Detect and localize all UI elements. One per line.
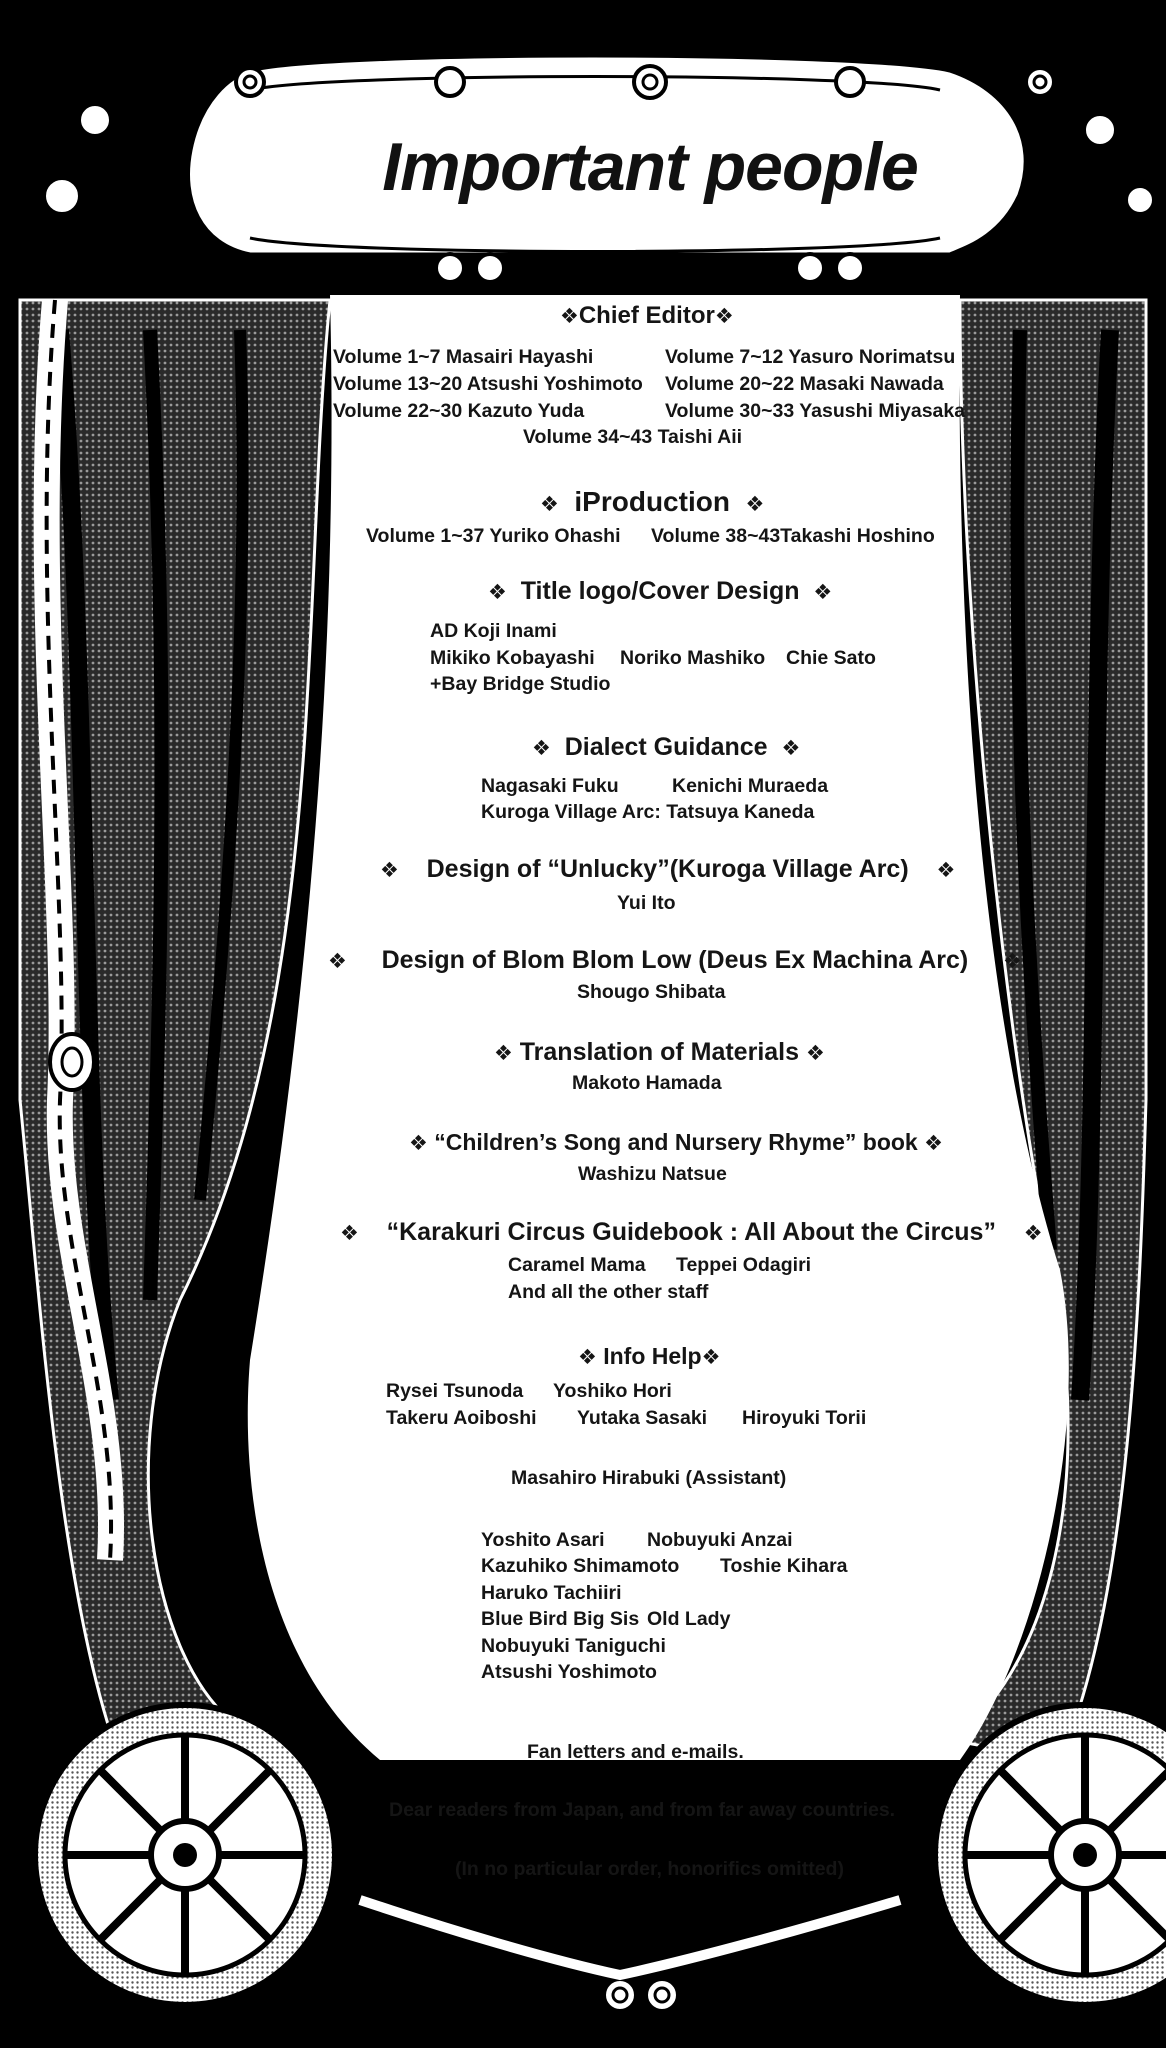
translation-heading: ❖ Translation of Materials ❖ [494, 1038, 825, 1066]
credit-line: Shougo Shibata [577, 981, 726, 1003]
credit-line: Yutaka Sasaki [577, 1407, 708, 1429]
credit-line: Volume 30~33 Yasushi Miyasaka [665, 400, 966, 422]
credit-line: Yoshiko Hori [553, 1380, 672, 1402]
credit-line: Hiroyuki Torii [742, 1407, 867, 1429]
closing-line: (In no particular order, honorifics omitted) [455, 1858, 844, 1880]
blom-heading: ❖ Design of Blom Blom Low (Deus Ex Machina Arc) ❖ [328, 946, 1022, 974]
right-wheel [935, 1705, 1166, 2005]
credit-line: Volume 7~12 Yasuro Norimatsu [665, 346, 956, 368]
credit-line: Noriko Mashiko [620, 647, 766, 669]
credit-line: And all the other staff [508, 1281, 709, 1303]
credit-line: Chie Sato [786, 647, 876, 669]
credit-line: +Bay Bridge Studio [430, 673, 611, 695]
closing-line: Fan letters and e-mails. [527, 1741, 744, 1763]
guidebook-heading: ❖ “Karakuri Circus Guidebook : All About the Circus” ❖ [340, 1218, 1043, 1246]
credit-line: Volume 38~43Takashi Hoshino [651, 525, 935, 547]
credit-line: Teppei Odagiri [676, 1254, 812, 1276]
credit-line: Haruko Tachiiri [481, 1582, 622, 1604]
credit-line: AD Koji Inami [430, 620, 557, 642]
credit-line: Volume 34~43 Taishi Aii [523, 426, 743, 448]
credit-line: Volume 22~30 Kazuto Yuda [333, 400, 585, 422]
closing-line: Dear readers from Japan, and from far away countries. [389, 1799, 896, 1821]
credit-line: Volume 20~22 Masaki Nawada [665, 373, 944, 395]
chief-editor-heading: ❖Chief Editor❖ [560, 302, 734, 329]
credit-line: Kenichi Muraeda [672, 775, 829, 797]
dialect-heading: ❖ Dialect Guidance ❖ [532, 733, 801, 761]
credit-line: Toshie Kihara [720, 1555, 848, 1577]
credit-line: Nobuyuki Anzai [647, 1529, 793, 1551]
credit-line: Washizu Natsue [578, 1163, 727, 1185]
credit-line: Atsushi Yoshimoto [481, 1661, 657, 1683]
credit-line: Kazuhiko Shimamoto [481, 1555, 680, 1577]
credit-line: Rysei Tsunoda [386, 1380, 524, 1402]
credit-line: Blue Bird Big Sis [481, 1608, 640, 1630]
credit-line: Mikiko Kobayashi [430, 647, 595, 669]
assistant-credit: Masahiro Hirabuki (Assistant) [511, 1467, 787, 1489]
song-heading: ❖ “Children’s Song and Nursery Rhyme” book ❖ [409, 1129, 943, 1155]
credit-line: Makoto Hamada [572, 1072, 722, 1094]
cover-design-heading: ❖ Title logo/Cover Design ❖ [488, 577, 833, 605]
credit-line: Volume 1~37 Yuriko Ohashi [366, 525, 621, 547]
credit-line: Yoshito Asari [481, 1529, 605, 1551]
info-help-heading: ❖ Info Help❖ [578, 1343, 721, 1369]
credit-line: Yui Ito [617, 892, 676, 914]
unlucky-heading: ❖ Design of “Unlucky”(Kuroga Village Arc) ❖ [380, 855, 956, 883]
credit-line: Kuroga Village Arc: Tatsuya Kaneda [481, 801, 815, 823]
credit-line: Volume 1~7 Masairi Hayashi [333, 346, 594, 368]
production-heading: ❖ iProduction ❖ [540, 486, 765, 517]
credit-line: Nagasaki Fuku [481, 775, 619, 797]
credit-line: Nobuyuki Taniguchi [481, 1635, 666, 1657]
credit-line: Takeru Aoiboshi [386, 1407, 537, 1429]
credit-line: Old Lady [647, 1608, 731, 1630]
left-wheel [35, 1705, 335, 2005]
credit-line: Caramel Mama [508, 1254, 646, 1276]
credit-line: Volume 13~20 Atsushi Yoshimoto [333, 373, 643, 395]
page-title: Important people [382, 129, 918, 205]
